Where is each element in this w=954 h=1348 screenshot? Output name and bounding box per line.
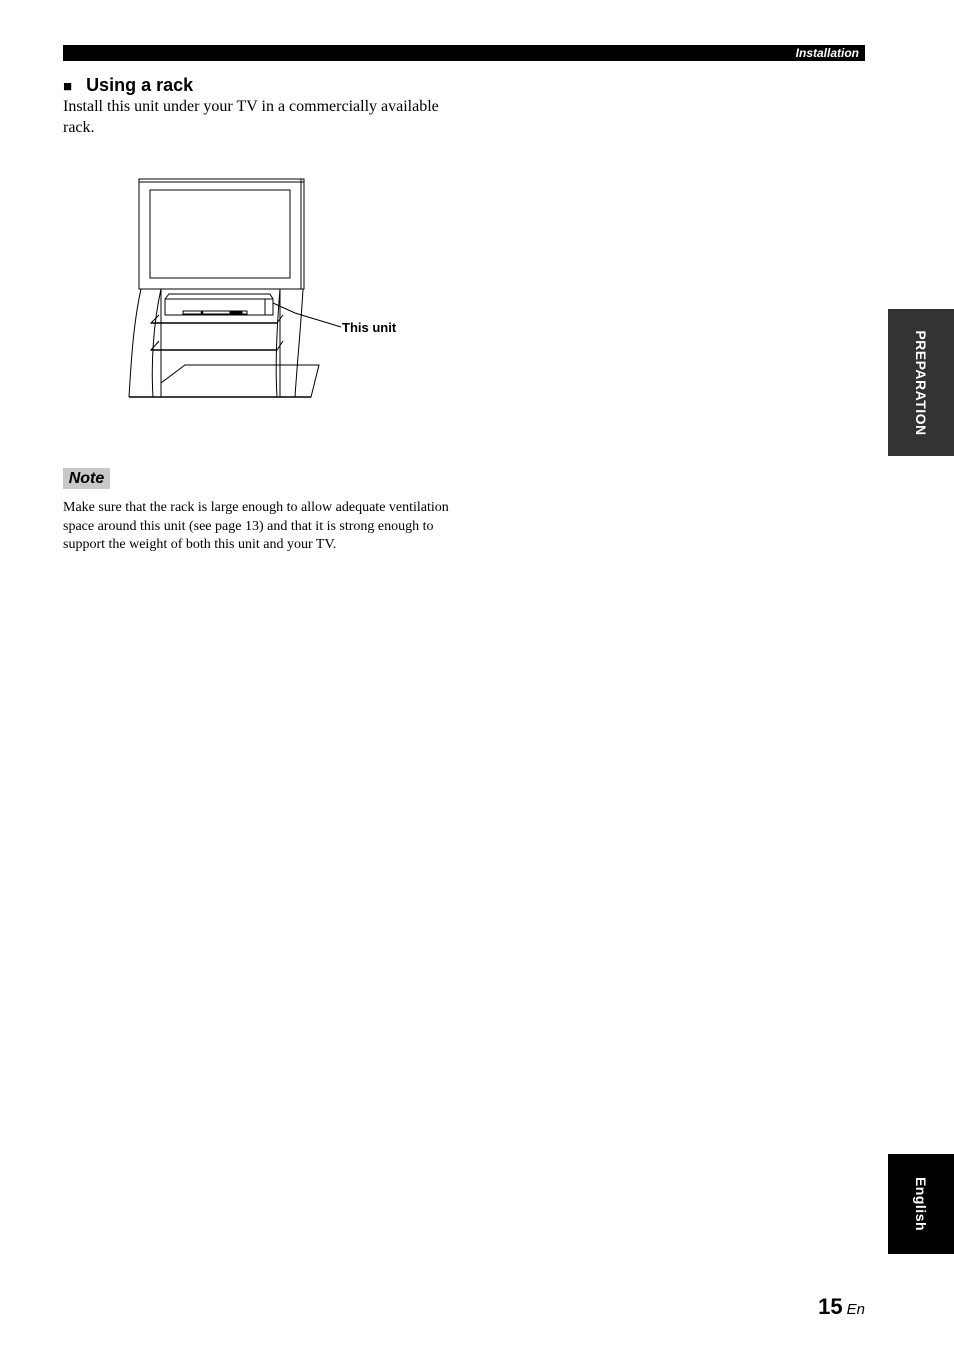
page-number	[818, 1294, 865, 1320]
note-label: Note	[63, 468, 110, 489]
page-number-value: 15	[818, 1294, 843, 1319]
tv-on-rack-illustration	[125, 175, 415, 405]
page-language: En	[846, 1301, 865, 1318]
callout-this-unit: This unit	[342, 320, 397, 335]
header-bar	[63, 45, 865, 61]
section-heading	[63, 74, 193, 98]
language-tab	[888, 1154, 954, 1254]
note-text: Make sure that the rack is large enough to allow adequate ventilation space around this unit (see page 13) and that it is strong enough to support the weight of both this unit and your TV.	[63, 500, 449, 552]
chapter-tab-label: PREPARATION	[913, 329, 929, 436]
unit-on-shelf-illustration	[165, 294, 273, 315]
language-tab-label: English	[913, 1176, 929, 1232]
body-paragraph: Install this unit under your TV in a commercially available rack.	[63, 98, 439, 136]
rack-illustration	[125, 175, 415, 405]
heading-text: Using a rack	[86, 75, 194, 95]
section-label: Installation	[795, 46, 859, 60]
heading-marker: ■	[63, 78, 73, 95]
chapter-tab	[888, 309, 954, 456]
